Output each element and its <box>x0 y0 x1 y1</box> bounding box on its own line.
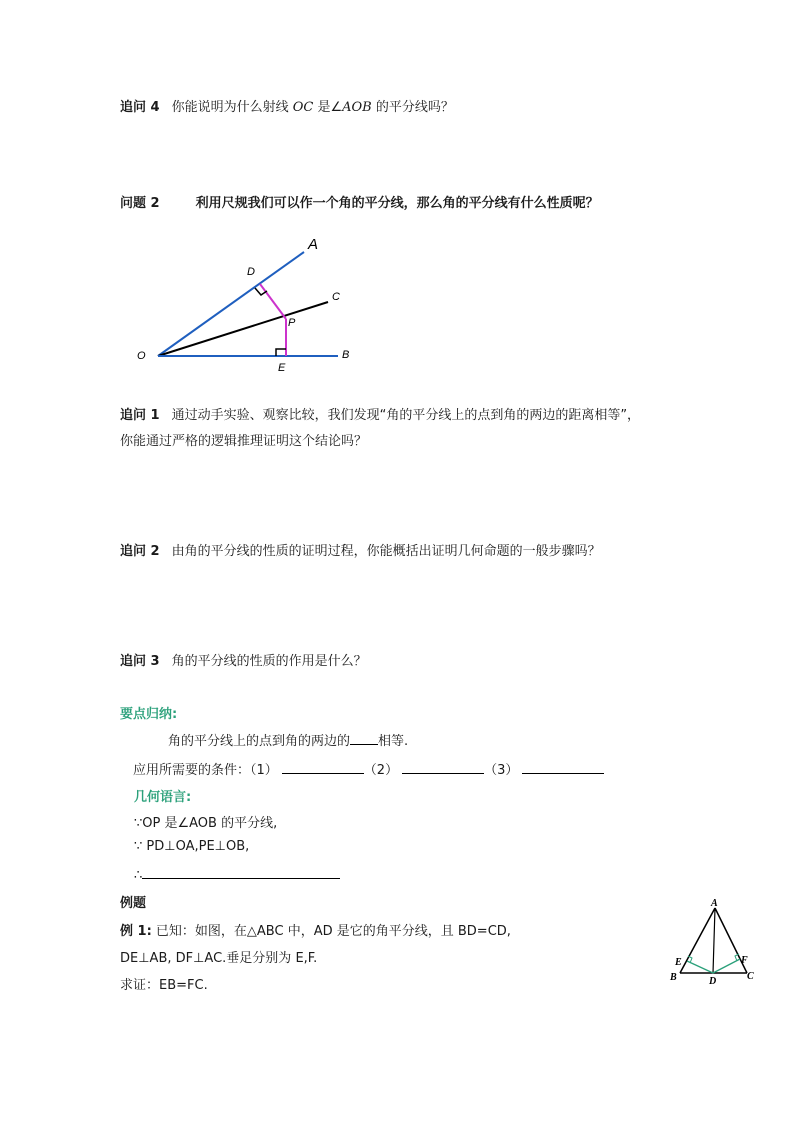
point-d-label: D <box>709 976 717 987</box>
followup-1-line2: 你能通过严格的逻辑推理证明这个结论吗？ <box>120 434 368 449</box>
example-title: 例题 <box>120 896 147 911</box>
property-text-pre: 角的平分线上的点到角的两边的 <box>168 734 351 749</box>
perpendicular-df <box>713 959 740 973</box>
condition-3-label: （3） <box>484 763 519 778</box>
point-b-label: B <box>342 349 350 361</box>
followup-4-text-post: 的平分线吗？ <box>371 100 454 115</box>
point-c-label: C <box>332 291 340 303</box>
vertex-a-label: A <box>711 898 718 909</box>
followup-3-label: 追问 3 <box>120 654 160 669</box>
bisector-ad <box>713 908 715 973</box>
followup-1 <box>120 404 640 423</box>
followup-4 <box>120 96 454 115</box>
vertex-b-label: B <box>670 972 677 983</box>
followup-4-text-pre: 你能说明为什么射线 <box>171 100 293 115</box>
followup-3 <box>120 650 367 669</box>
point-e-label: E <box>278 362 286 374</box>
followup-1-label: 追问 1 <box>120 408 160 423</box>
therefore-symbol: ∴ <box>134 868 143 883</box>
ray-oa <box>158 252 304 356</box>
point-o-label: O <box>137 350 146 362</box>
point-p-label: P <box>288 317 296 329</box>
example-1-label: 例 1: <box>120 924 152 939</box>
followup-2-text: 由角的平分线的性质的证明过程，你能概括出证明几何命题的一般步骤吗？ <box>171 544 601 559</box>
problem-2 <box>120 192 599 211</box>
triangle-figure <box>665 895 765 990</box>
geometry-line-3 <box>134 866 340 883</box>
ray-oc: OC <box>292 100 314 115</box>
summary-property <box>168 730 408 749</box>
property-text-post: 相等. <box>378 734 409 749</box>
property-blank[interactable] <box>350 732 378 745</box>
geometry-line-2: ∵ PD⊥OA,PE⊥OB, <box>134 839 250 854</box>
conditions-label: 应用所需要的条件： <box>133 763 251 778</box>
perpendicular-de <box>687 961 713 973</box>
point-d-label: D <box>247 266 255 278</box>
geometry-language-title: 几何语言: <box>134 790 192 805</box>
conclusion-blank[interactable] <box>142 866 340 879</box>
followup-1-line1: 通过动手实验、观察比较，我们发现“角的平分线上的点到角的两边的距离相等”， <box>171 408 641 423</box>
right-angle-mark-d <box>255 288 267 295</box>
followup-4-label: 追问 4 <box>120 100 160 115</box>
right-angle-mark-e <box>276 349 286 356</box>
geometry-line-1: ∵OP 是∠AOB 的平分线, <box>134 816 278 831</box>
point-f-label: F <box>741 955 748 966</box>
summary-title: 要点归纳: <box>120 707 178 722</box>
angle-aob: AOB <box>342 100 372 115</box>
followup-3-text: 角的平分线的性质的作用是什么？ <box>171 654 367 669</box>
condition-1-blank[interactable] <box>282 761 364 774</box>
point-a-label: A <box>308 236 319 253</box>
problem-2-label: 问题 2 <box>120 196 160 211</box>
followup-4-text-mid: 是∠ <box>313 100 343 115</box>
side-ab <box>680 908 715 973</box>
followup-2 <box>120 540 601 559</box>
conditions-line <box>133 759 604 778</box>
problem-2-text: 利用尺规我们可以作一个角的平分线，那么角的平分线有什么性质呢？ <box>195 196 599 211</box>
condition-3-blank[interactable] <box>522 761 604 774</box>
example-1-line-2: DE⊥AB, DF⊥AC.垂足分别为 E,F. <box>120 951 318 966</box>
angle-bisector-figure <box>130 230 370 375</box>
vertex-c-label: C <box>747 971 754 982</box>
example-1-given: 已知：如图，在△ABC 中，AD 是它的角平分线，且 BD=CD, <box>151 924 511 939</box>
segment-pd <box>260 284 286 319</box>
example-1-prove: 求证：EB=FC. <box>120 978 208 993</box>
example-1-line-1 <box>120 920 511 939</box>
followup-2-label: 追问 2 <box>120 544 160 559</box>
condition-1-label: （1） <box>250 763 278 778</box>
condition-2-blank[interactable] <box>402 761 484 774</box>
ray-oc <box>158 302 328 356</box>
point-e-label: E <box>675 957 682 968</box>
condition-2-label: （2） <box>363 763 399 778</box>
